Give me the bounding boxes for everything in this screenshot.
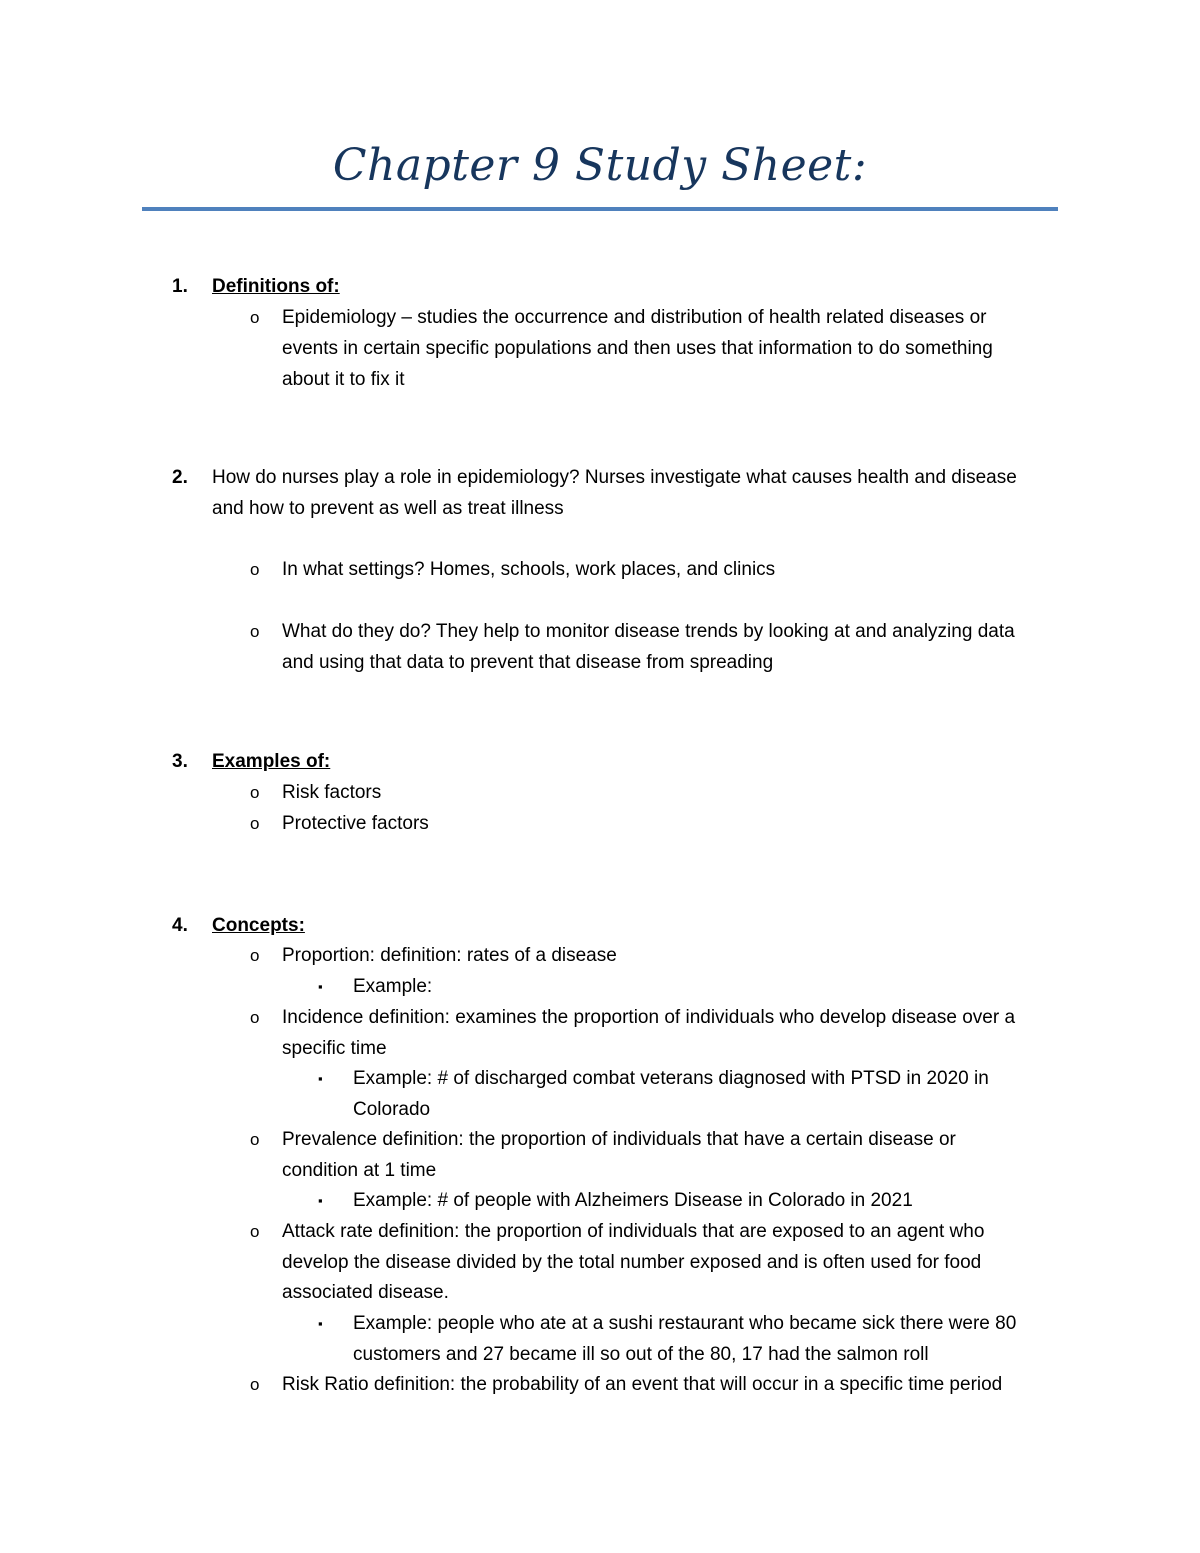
- sub-list-item: [0, 1063, 1200, 1094]
- list-item-continuation: [0, 364, 1200, 395]
- list-item: [0, 1369, 1200, 1400]
- list-item-text: Epidemiology – studies the occurrence and distribution of health related diseases or: [282, 307, 987, 328]
- bullet-circle-icon: o: [250, 946, 260, 965]
- list-item: [0, 554, 1200, 585]
- sub-list-item-continuation: [0, 1094, 1200, 1125]
- list-item-text: associated disease.: [282, 1282, 449, 1303]
- sub-list-item: [0, 971, 1200, 1002]
- sub-list-item: [0, 1185, 1200, 1216]
- bullet-circle-icon: o: [250, 560, 260, 579]
- list-item-continuation: [0, 1247, 1200, 1278]
- bullet-circle-icon: o: [250, 1375, 260, 1394]
- page-title: Chapter 9 Study Sheet:: [332, 140, 868, 191]
- list-item-text: develop the disease divided by the total number exposed and is often used for food: [282, 1252, 982, 1273]
- list-item: [0, 808, 1200, 839]
- list-item-text: Protective factors: [282, 813, 429, 834]
- section-number: 3.: [172, 751, 188, 772]
- list-item-text: In what settings? Homes, schools, work places, and clinics: [282, 559, 776, 580]
- section-number: 2.: [172, 467, 188, 488]
- list-item: [0, 777, 1200, 808]
- section-heading: Definitions of:: [212, 276, 340, 297]
- list-item-text: and using that data to prevent that disease from spreading: [282, 652, 774, 673]
- bullet-circle-icon: o: [250, 308, 260, 327]
- sub-list-item-text: customers and 27 became ill so out of the 80, 17 had the salmon roll: [353, 1344, 929, 1365]
- section-number: 4.: [172, 915, 188, 936]
- section-3-heading-row: [0, 746, 1200, 777]
- list-item-text: about it to fix it: [282, 369, 405, 390]
- sub-list-item-text: Example: # of people with Alzheimers Disease in Colorado in 2021: [353, 1190, 913, 1211]
- list-item-text: specific time: [282, 1038, 387, 1059]
- list-item: [0, 302, 1200, 333]
- section-4-heading-row: [0, 910, 1200, 941]
- sub-list-item: [0, 1308, 1200, 1339]
- sub-list-item-text: Example:: [353, 976, 433, 997]
- list-item-continuation: [0, 1277, 1200, 1308]
- list-item: [0, 1002, 1200, 1033]
- section-number: 1.: [172, 276, 188, 297]
- bullet-circle-icon: o: [250, 622, 260, 641]
- list-item-text: events in certain specific populations and then uses that information to do something: [282, 338, 993, 359]
- list-item: [0, 616, 1200, 647]
- section-text: and how to prevent as well as treat illness: [212, 498, 564, 519]
- list-item-continuation: [0, 333, 1200, 364]
- list-item-continuation: [0, 647, 1200, 678]
- bullet-circle-icon: o: [250, 1222, 260, 1241]
- list-item-text: Proportion: definition: rates of a disease: [282, 945, 617, 966]
- sub-list-item-text: Example: people who ate at a sushi restaurant who became sick there were 80: [353, 1313, 1017, 1334]
- section-text: How do nurses play a role in epidemiology? Nurses investigate what causes health and disease: [212, 467, 1017, 488]
- list-item: [0, 1216, 1200, 1247]
- section-2-question-row: [0, 462, 1200, 493]
- list-item: [0, 1124, 1200, 1155]
- section-heading: Concepts:: [212, 915, 305, 936]
- bullet-square-icon: ▪: [318, 1316, 323, 1331]
- bullet-circle-icon: o: [250, 1008, 260, 1027]
- title-underline: [142, 207, 1058, 211]
- bullet-circle-icon: o: [250, 1130, 260, 1149]
- list-item-continuation: [0, 1155, 1200, 1186]
- list-item-text: Incidence definition: examines the proportion of individuals who develop disease over a: [282, 1007, 1016, 1028]
- list-item-text: Risk Ratio definition: the probability of an event that will occur in a specific time period: [282, 1374, 1003, 1395]
- list-item: [0, 940, 1200, 971]
- list-item-text: Attack rate definition: the proportion of individuals that are exposed to an agent who: [282, 1221, 985, 1242]
- bullet-square-icon: ▪: [318, 979, 323, 994]
- list-item-continuation: [0, 1033, 1200, 1064]
- section-heading: Examples of:: [212, 751, 331, 772]
- bullet-square-icon: ▪: [318, 1193, 323, 1208]
- bullet-circle-icon: o: [250, 814, 260, 833]
- list-item-text: condition at 1 time: [282, 1160, 437, 1181]
- list-item-text: Prevalence definition: the proportion of individuals that have a certain disease or: [282, 1129, 956, 1150]
- list-item-text: Risk factors: [282, 782, 382, 803]
- list-item-text: What do they do? They help to monitor disease trends by looking at and analyzing data: [282, 621, 1015, 642]
- sub-list-item-continuation: [0, 1339, 1200, 1370]
- section-1-heading-row: [0, 271, 1200, 302]
- bullet-circle-icon: o: [250, 783, 260, 802]
- section-text-continuation: [0, 493, 1200, 524]
- sub-list-item-text: Example: # of discharged combat veterans diagnosed with PTSD in 2020 in: [353, 1068, 989, 1089]
- bullet-square-icon: ▪: [318, 1071, 323, 1086]
- sub-list-item-text: Colorado: [353, 1099, 431, 1120]
